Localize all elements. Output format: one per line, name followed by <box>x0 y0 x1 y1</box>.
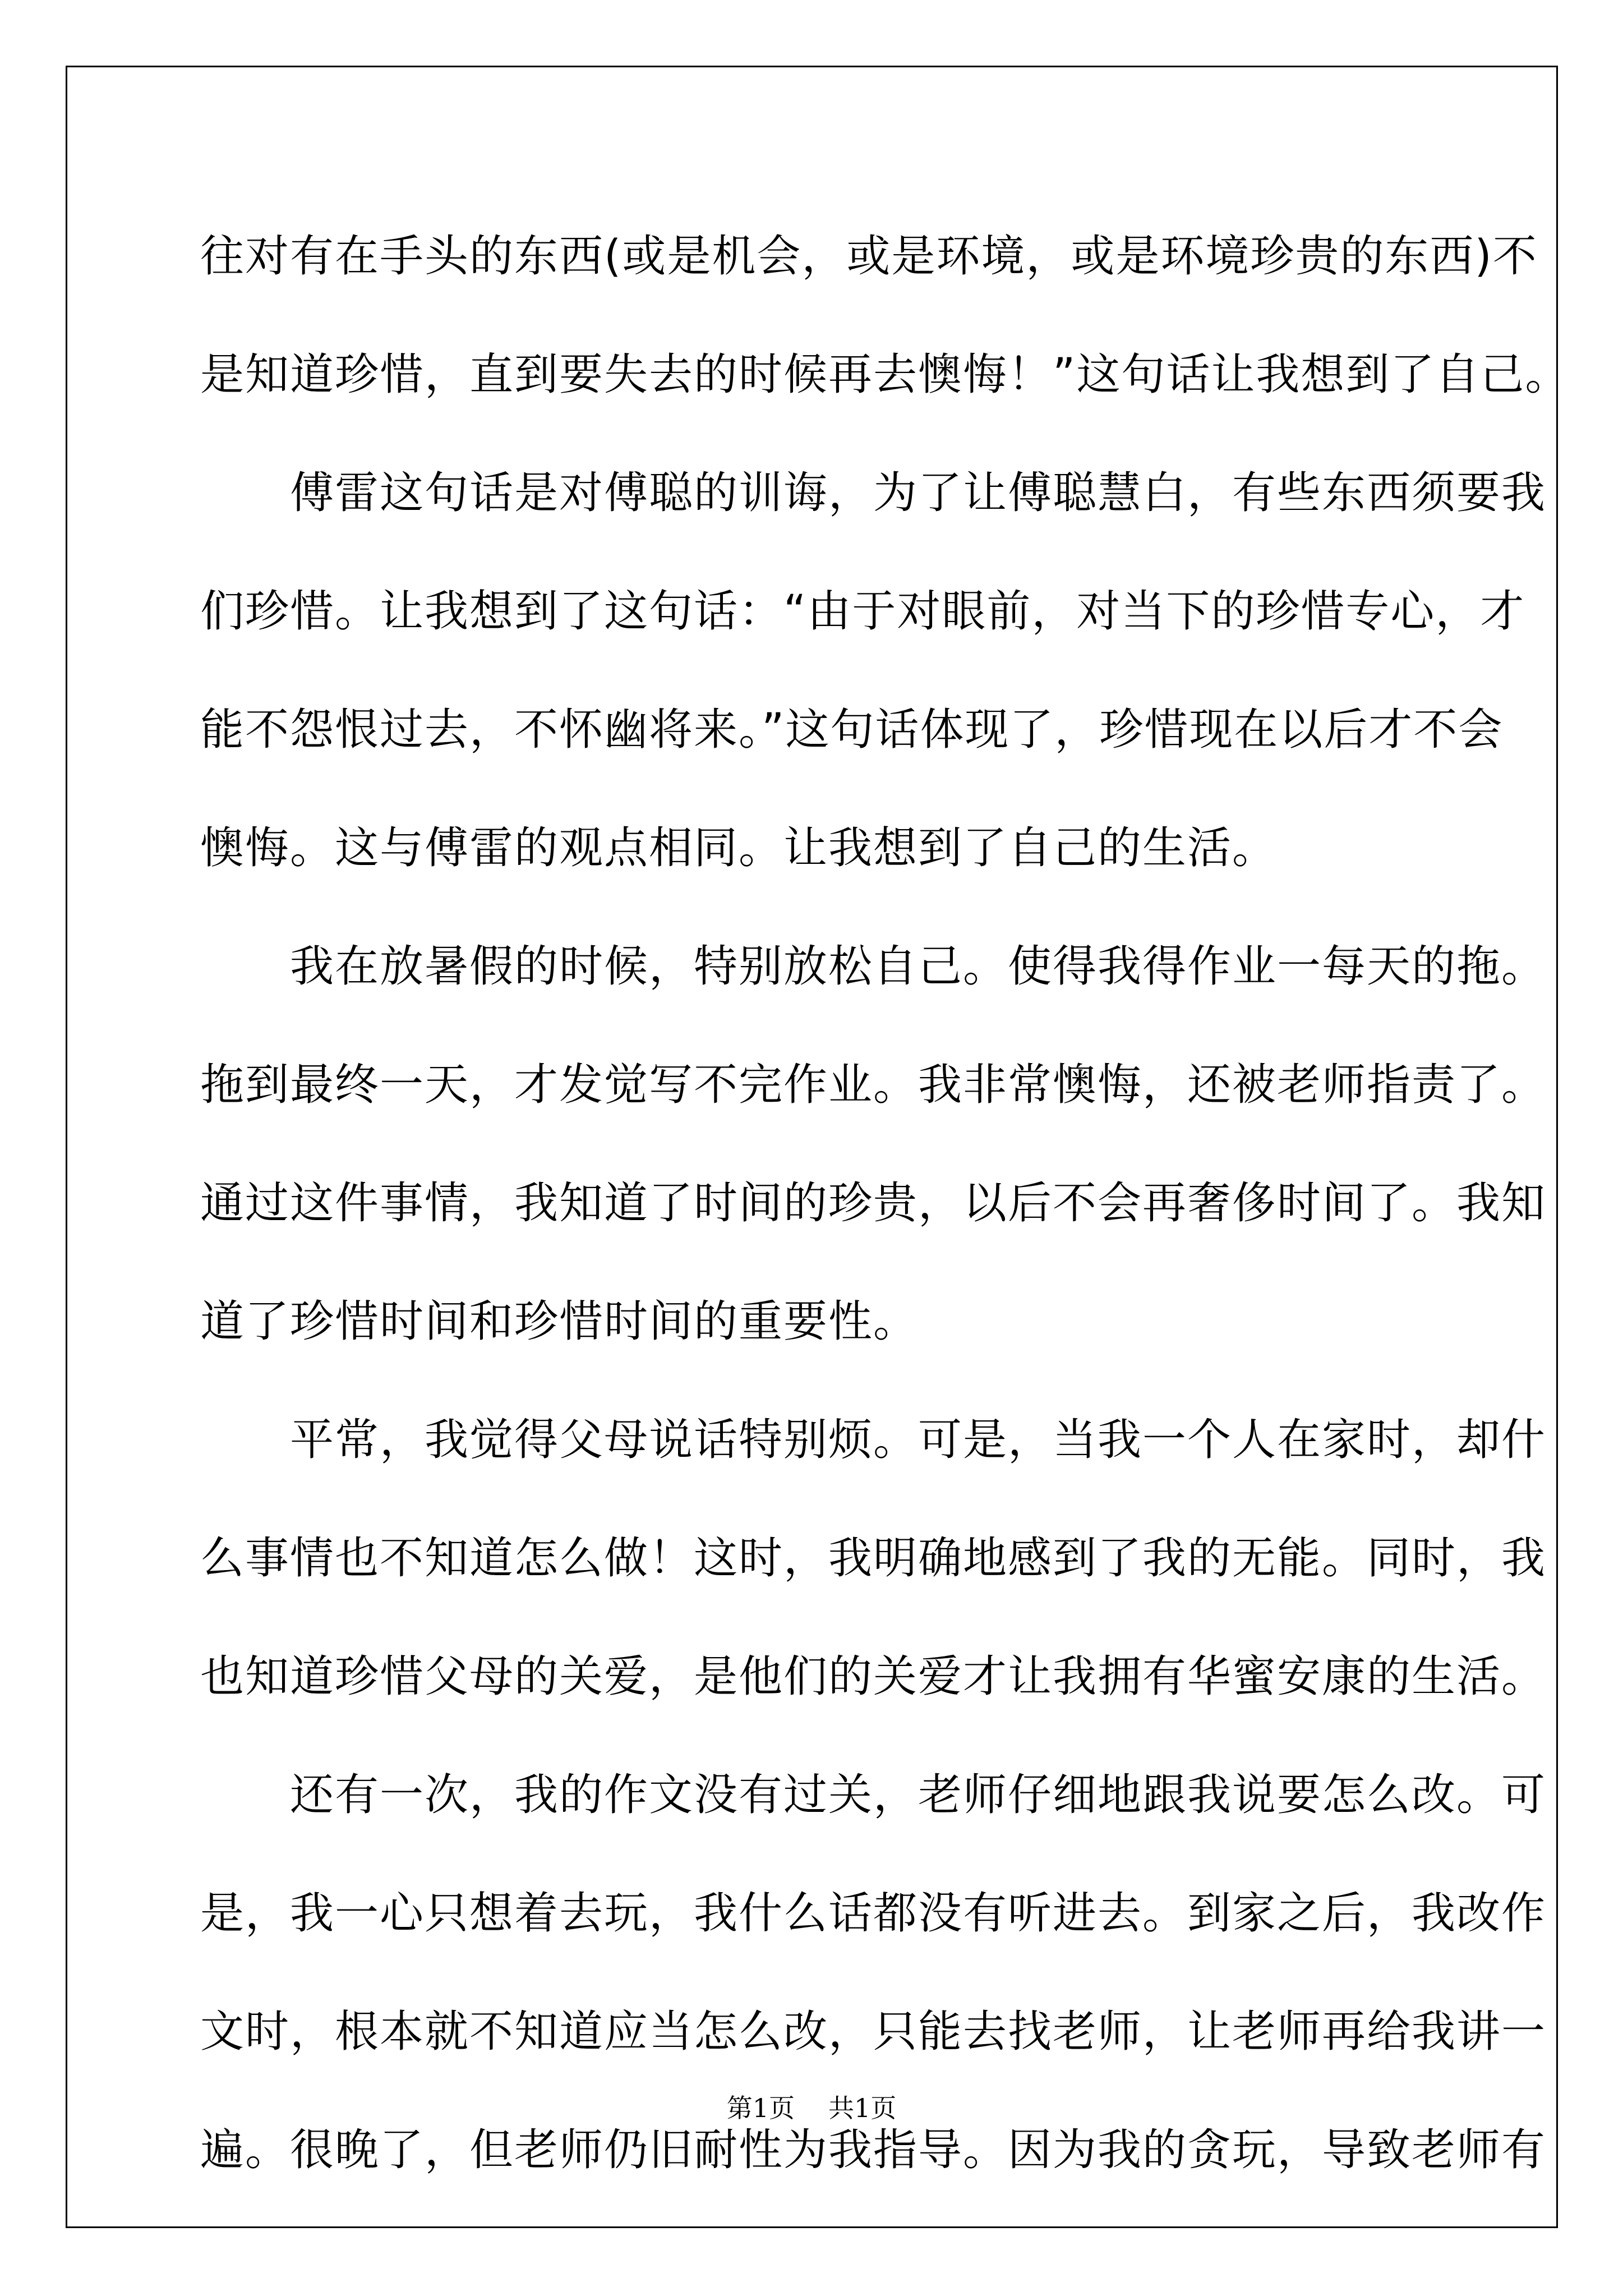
text-line: 遍。很晚了，但老师仍旧耐性为我指导。因为我的贪玩，导致老师有 <box>200 2125 1547 2175</box>
text-line: 还有一次，我的作文没有过关，老师仔细地跟我说要怎么改。可 <box>200 1770 1547 1820</box>
text-line: 拖到最终一天，才发觉写不完作业。我非常懊悔，还被老师指责了。 <box>200 1060 1547 1110</box>
text-line: 道了珍惜时间和珍惜时间的重要性。 <box>200 1296 919 1347</box>
text-line: 往对有在手头的东西(或是机会，或是环境，或是环境珍贵的东西)不 <box>200 231 1538 282</box>
text-line: 我在放暑假的时候，特别放松自己。使得我得作业一每天的拖。 <box>200 941 1547 992</box>
page-number-total: 共1页 <box>828 2093 897 2123</box>
text-line: 傅雷这句话是对傅聪的训诲，为了让傅聪慧白，有些东西须要我 <box>200 468 1547 518</box>
text-line: 是知道珍惜，直到要失去的时候再去懊悔！”这句话让我想到了自己。 <box>200 349 1570 400</box>
text-line: 也知道珍惜父母的关爱，是他们的关爱才让我拥有华蜜安康的生活。 <box>200 1651 1547 1702</box>
text-line: 能不怨恨过去，不怀幽将来。”这句话体现了，珍惜现在以后才不会 <box>200 705 1504 755</box>
page-number-current: 第1页 <box>726 2093 795 2123</box>
text-line: 么事情也不知道怎么做！这时，我明确地感到了我的无能。同时，我 <box>200 1533 1547 1584</box>
text-line: 文时，根本就不知道应当怎么改，只能去找老师，让老师再给我讲一 <box>200 2007 1547 2057</box>
text-line: 通过这件事情，我知道了时间的珍贵，以后不会再奢侈时间了。我知 <box>200 1178 1547 1228</box>
document-body <box>200 197 1570 2210</box>
page-footer <box>0 2091 1623 2125</box>
text-line: 是，我一心只想着去玩，我什么话都没有听进去。到家之后，我改作 <box>200 1888 1547 1939</box>
text-line: 们珍惜。让我想到了这句话：“由于对眼前，对当下的珍惜专心，才 <box>200 586 1525 637</box>
text-line: 平常，我觉得父母说话特别烦。可是，当我一个人在家时，却什 <box>200 1415 1547 1465</box>
text-line: 懊悔。这与傅雷的观点相同。让我想到了自己的生活。 <box>200 823 1278 873</box>
